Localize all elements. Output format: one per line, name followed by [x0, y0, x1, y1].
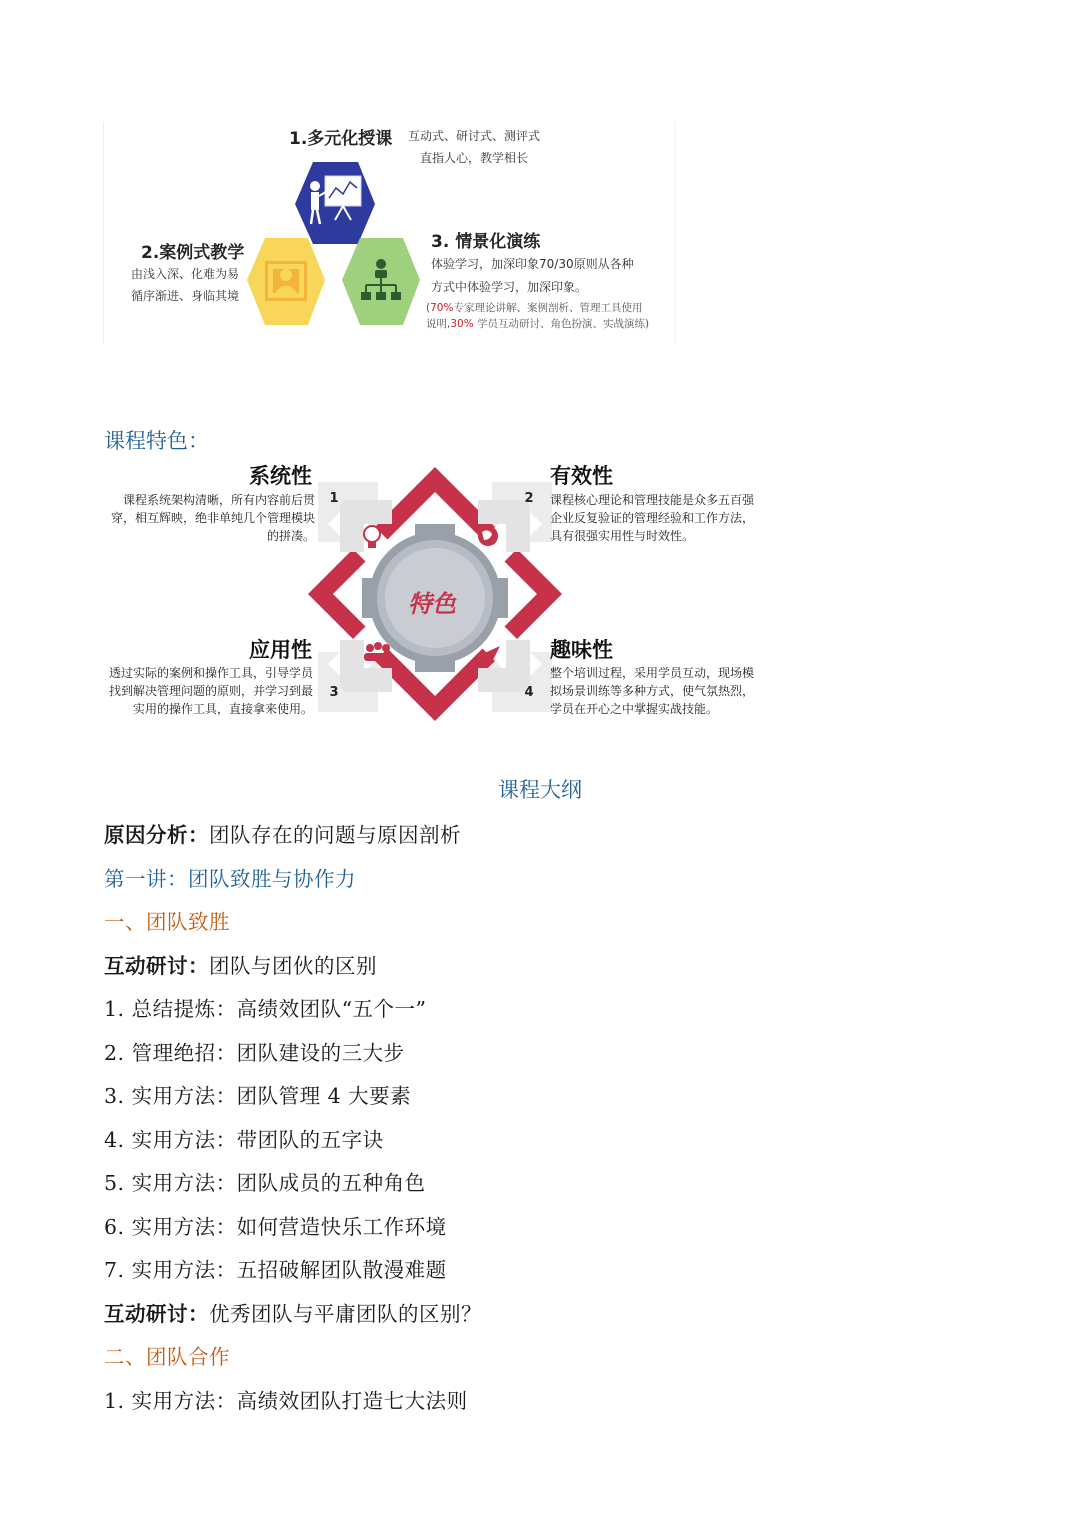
- features-heading: 课程特色：: [104, 429, 209, 453]
- note-start-2: 说明,: [426, 318, 451, 330]
- section-1-heading: 一、团队致胜: [104, 910, 230, 934]
- method-1-desc-line1: 互动式、研讨式、测评式: [408, 129, 541, 143]
- method-1-desc-line2: 直指人心，教学相长: [420, 151, 529, 165]
- outline-item-7: 7. 实用方法：五招破解团队散漫难题: [104, 1258, 447, 1282]
- outline-item-1: 1. 总结提炼：高绩效团队“五个一”: [104, 997, 427, 1021]
- feature-4-desc: 整个培训过程，采用学员互动，现场模拟场景训练等多种方式，使气氛热烈，学员在开心之中掌握实战技能。: [550, 666, 755, 716]
- outline-item-6: 6. 实用方法：如何营造快乐工作环境: [104, 1215, 447, 1239]
- method-3-desc-line2: 方式中体验学习，加深印象。: [431, 280, 588, 294]
- lecture-1-heading: 第一讲：团队致胜与协作力: [104, 867, 356, 891]
- section-2-heading: 二、团队合作: [104, 1345, 230, 1369]
- feature-1-desc: 课程系统架构清晰，所有内容前后贯穿，相互辉映，绝非单纯几个管理模块的拼凑。: [110, 493, 315, 543]
- note-open-paren: (: [426, 302, 431, 314]
- feature-4-title: 趣味性: [550, 638, 613, 662]
- discussion-2-text: 优秀团队与平庸团队的区别？: [209, 1302, 482, 1326]
- outline-item-2-1: 1. 实用方法：高绩效团队打造七大法则: [104, 1389, 468, 1413]
- method-3-note-line2: [426, 316, 649, 332]
- method-1-title: 1.多元化授课: [289, 129, 393, 149]
- discussion-2-label: 互动研讨：: [104, 1302, 209, 1326]
- discussion-1-label: 互动研讨：: [104, 954, 209, 978]
- cause-text: 团队存在的问题与原因剖析: [209, 823, 461, 847]
- discussion-1-text: 团队与团伙的区别: [209, 954, 377, 978]
- outline-title: 课程大纲: [498, 778, 582, 802]
- cause-label: 原因分析：: [104, 823, 209, 847]
- note-text-1: 专家理论讲解、案例剖析、管理工具使用: [453, 302, 643, 314]
- method-2-desc-line2: 循序渐进、身临其境: [131, 289, 240, 303]
- cause-analysis-line: [104, 818, 461, 848]
- method-3-note-line1: [426, 300, 642, 316]
- method-3-desc-line1: 体验学习，加深印象70/30原则从各种: [431, 257, 634, 271]
- teaching-methods-infographic: [103, 118, 676, 346]
- method-2-desc-line1: 由浅入深、化难为易: [131, 267, 240, 281]
- face-scan-icon: [265, 261, 307, 301]
- outline-item-2: 2. 管理绝招：团队建设的三大步: [104, 1041, 405, 1065]
- center-label: 特色: [408, 590, 456, 618]
- outline-item-4: 4. 实用方法：带团队的五字诀: [104, 1128, 384, 1152]
- method-2-title: 2.案例式教学: [141, 243, 245, 263]
- feature-1-number: 1: [329, 491, 339, 506]
- feature-4-number: 4: [524, 685, 534, 700]
- note-percent-30: 30%: [450, 318, 474, 330]
- discussion-2-line: [104, 1297, 482, 1327]
- feature-2-number: 2: [524, 491, 534, 506]
- note-percent-70: 70%: [430, 302, 454, 314]
- feature-3-number: 3: [329, 685, 339, 700]
- outline-item-3: 3. 实用方法：团队管理 4 大要素: [104, 1084, 412, 1108]
- feature-3-title: 应用性: [249, 638, 312, 662]
- outline-item-5: 5. 实用方法：团队成员的五种角色: [104, 1171, 426, 1195]
- feature-1-title: 系统性: [249, 464, 312, 488]
- globe-icon: [478, 526, 498, 546]
- discussion-1-line: [104, 949, 377, 979]
- feature-2-title: 有效性: [550, 464, 613, 488]
- method-3-title: 3. 情景化演练: [431, 232, 541, 252]
- feature-2-desc: 课程核心理论和管理技能是众多五百强企业反复验证的管理经验和工作方法，具有很强实用性与时效性。: [550, 493, 755, 543]
- note-text-2: 学员互动研讨、角色扮演、实战演练): [473, 318, 650, 330]
- feature-3-desc: 透过实际的案例和操作工具，引导学员找到解决管理问题的原则，并学习到最实用的操作工具，直接拿来使用。: [108, 666, 313, 716]
